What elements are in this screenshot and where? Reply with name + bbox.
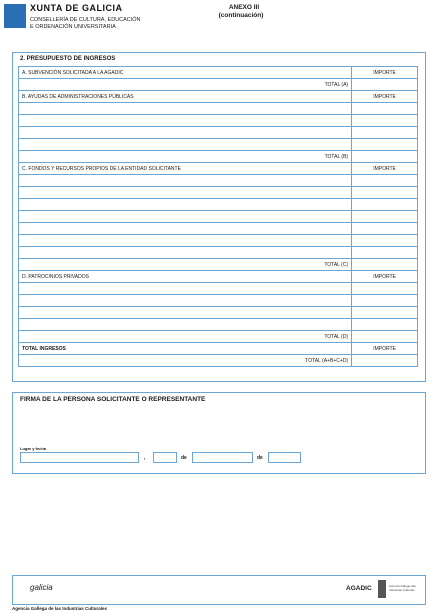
total-sum-label: TOTAL (A+B+C+D)	[19, 355, 352, 367]
place-field[interactable]	[20, 452, 139, 463]
row-total-sum	[19, 355, 418, 367]
row-b-entry[interactable]	[19, 115, 418, 127]
label-d: D. PATROCINIOS PRIVADOS	[19, 271, 352, 283]
row-d-header	[19, 271, 418, 283]
de-separator-2: de	[257, 455, 263, 461]
row-c-entry[interactable]	[19, 211, 418, 223]
row-b-header	[19, 91, 418, 103]
galicia-logo: galicia	[30, 583, 53, 592]
department-line-1: CONSELLERÍA DE CULTURA, EDUCACIÓN	[30, 17, 141, 23]
annex-title: ANEXO III	[228, 4, 260, 11]
row-c-entry[interactable]	[19, 235, 418, 247]
row-c-entry[interactable]	[19, 175, 418, 187]
total-d-field[interactable]	[352, 331, 418, 343]
c-concept-field[interactable]	[19, 199, 352, 211]
row-d-entry[interactable]	[19, 283, 418, 295]
signature-title: FIRMA DE LA PERSONA SOLICITANTE O REPRESENTANTE	[20, 396, 206, 403]
c-concept-field[interactable]	[19, 187, 352, 199]
c-amount-field[interactable]	[352, 223, 418, 235]
importe-a-header: IMPORTE	[352, 67, 418, 79]
c-amount-field[interactable]	[352, 247, 418, 259]
row-d-entry[interactable]	[19, 295, 418, 307]
b-amount-field[interactable]	[352, 127, 418, 139]
row-d-entry[interactable]	[19, 319, 418, 331]
d-concept-field[interactable]	[19, 307, 352, 319]
total-sum-field[interactable]	[352, 355, 418, 367]
total-a-field[interactable]	[352, 79, 418, 91]
b-concept-field[interactable]	[19, 127, 352, 139]
b-amount-field[interactable]	[352, 139, 418, 151]
importe-b-header: IMPORTE	[352, 91, 418, 103]
row-a-header	[19, 67, 418, 79]
c-concept-field[interactable]	[19, 247, 352, 259]
total-ingresos-label: TOTAL INGRESOS	[19, 343, 352, 355]
label-a: A. SUBVENCIÓN SOLICITADA A LA AGADIC	[19, 67, 352, 79]
row-c-entry[interactable]	[19, 247, 418, 259]
total-c-label: TOTAL (C)	[19, 259, 352, 271]
importe-c-header: IMPORTE	[352, 163, 418, 175]
row-total-b	[19, 151, 418, 163]
xunta-emblem	[4, 4, 26, 28]
place-date-label: Lugar y fecha	[20, 446, 47, 451]
d-concept-field[interactable]	[19, 295, 352, 307]
income-table	[18, 66, 418, 367]
d-concept-field[interactable]	[19, 319, 352, 331]
department	[30, 17, 141, 31]
agadic-tagline: Axencia Galega das Industrias Culturais	[389, 584, 416, 592]
d-amount-field[interactable]	[352, 295, 418, 307]
total-b-field[interactable]	[352, 151, 418, 163]
d-amount-field[interactable]	[352, 319, 418, 331]
row-c-entry[interactable]	[19, 223, 418, 235]
c-amount-field[interactable]	[352, 187, 418, 199]
b-concept-field[interactable]	[19, 139, 352, 151]
row-b-entry[interactable]	[19, 139, 418, 151]
total-d-label: TOTAL (D)	[19, 331, 352, 343]
row-c-entry[interactable]	[19, 199, 418, 211]
d-concept-field[interactable]	[19, 283, 352, 295]
total-c-field[interactable]	[352, 259, 418, 271]
agadic-logo: AGADIC	[346, 585, 372, 592]
d-amount-field[interactable]	[352, 283, 418, 295]
row-total-ingresos	[19, 343, 418, 355]
agency-name: Agencia Gallega de las Industrias Culturales	[12, 606, 108, 611]
c-concept-field[interactable]	[19, 235, 352, 247]
annex-continuation: (continuación)	[218, 12, 264, 19]
row-c-entry[interactable]	[19, 187, 418, 199]
month-field[interactable]	[192, 452, 253, 463]
day-field[interactable]	[153, 452, 177, 463]
c-amount-field[interactable]	[352, 211, 418, 223]
section-title: 2. PRESUPUESTO DE INGRESOS	[20, 56, 116, 62]
de-separator-1: de	[181, 455, 187, 461]
total-a-label: TOTAL (A)	[19, 79, 352, 91]
row-d-entry[interactable]	[19, 307, 418, 319]
c-concept-field[interactable]	[19, 211, 352, 223]
org-name: XUNTA DE GALICIA	[30, 3, 123, 13]
b-concept-field[interactable]	[19, 103, 352, 115]
row-b-entry[interactable]	[19, 103, 418, 115]
year-field[interactable]	[268, 452, 301, 463]
d-amount-field[interactable]	[352, 307, 418, 319]
c-concept-field[interactable]	[19, 223, 352, 235]
row-total-c	[19, 259, 418, 271]
b-concept-field[interactable]	[19, 115, 352, 127]
total-b-label: TOTAL (B)	[19, 151, 352, 163]
row-c-header	[19, 163, 418, 175]
comma-separator: ,	[144, 455, 146, 461]
importe-total-header: IMPORTE	[352, 343, 418, 355]
importe-d-header: IMPORTE	[352, 271, 418, 283]
agadic-emblem	[378, 580, 386, 598]
department-line-2: E ORDENACIÓN UNIVERSITARIA	[30, 24, 116, 30]
b-amount-field[interactable]	[352, 103, 418, 115]
c-concept-field[interactable]	[19, 175, 352, 187]
c-amount-field[interactable]	[352, 175, 418, 187]
label-b: B. AYUDAS DE ADMINISTRACIONES PÚBLICAS	[19, 91, 352, 103]
b-amount-field[interactable]	[352, 115, 418, 127]
row-total-a	[19, 79, 418, 91]
c-amount-field[interactable]	[352, 199, 418, 211]
c-amount-field[interactable]	[352, 235, 418, 247]
row-total-d	[19, 331, 418, 343]
row-b-entry[interactable]	[19, 127, 418, 139]
label-c: C. FONDOS Y RECURSOS PROPIOS DE LA ENTIDAD SOLICITANTE	[19, 163, 352, 175]
